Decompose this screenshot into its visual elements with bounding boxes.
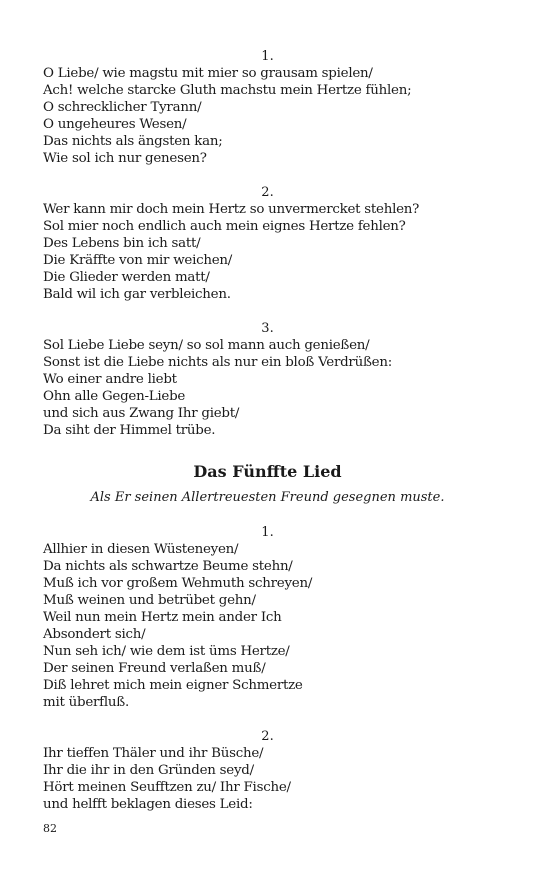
stanza [43, 184, 468, 303]
verse-line: Da siht der Himmel trübe. [43, 423, 216, 438]
verse-line: Das nichts als ängsten kan; [43, 134, 223, 149]
stanza-number: 1. [261, 49, 274, 64]
verse-line: Muß weinen und betrübet gehn/ [43, 593, 256, 608]
page-number: 82 [43, 822, 57, 835]
verse-line: und sich aus Zwang Ihr giebt/ [43, 406, 240, 421]
verse-line: und helfft beklagen dieses Leid: [43, 797, 253, 812]
verse-line: Ach! welche starcke Gluth machstu mein Hertze fühlen; [43, 83, 412, 98]
verse-line: Bald wil ich gar verbleichen. [43, 287, 231, 302]
verse-line: Der seinen Freund verlaßen muß/ [43, 661, 266, 676]
verse-line: Die Kräffte von mir weichen/ [43, 253, 233, 268]
poem-1 [43, 48, 468, 439]
verse-line: Weil nun mein Hertz mein ander Ich [43, 610, 282, 625]
verse-line: Ihr die ihr in den Gründen seyd/ [43, 763, 254, 778]
verse-line: Hört meinen Seufftzen zu/ Ihr Fische/ [43, 780, 291, 795]
verse-line: Die Glieder werden matt/ [43, 270, 210, 285]
verse-line: mit überfluß. [43, 695, 129, 710]
verse-line: Absondert sich/ [43, 627, 146, 642]
verse-line: Sol Liebe Liebe seyn/ so sol mann auch genießen/ [43, 338, 370, 353]
poem-title: Das Fünffte Lied [193, 462, 342, 481]
verse-line: Nun seh ich/ wie dem ist üms Hertze/ [43, 644, 290, 659]
verse-line: O schrecklicher Tyrann/ [43, 100, 202, 115]
verse-line: Des Lebens bin ich satt/ [43, 236, 201, 251]
verse-line: O ungeheures Wesen/ [43, 117, 187, 132]
stanza [43, 320, 468, 439]
verse-line: Allhier in diesen Wüsteneyen/ [43, 542, 239, 557]
poem-subtitle: Als Er seinen Allertreuesten Freund gesegnen muste. [90, 490, 445, 505]
verse-line: Wer kann mir doch mein Hertz so unvermercket stehlen? [43, 202, 420, 217]
stanza-number: 3. [261, 321, 274, 336]
stanza-number: 1. [261, 525, 274, 540]
verse-line: O Liebe/ wie magstu mit mier so grausam spielen/ [43, 66, 373, 81]
verse-line: Diß lehret mich mein eigner Schmertze [43, 678, 303, 693]
stanza [43, 48, 468, 167]
verse-line: Wo einer andre liebt [43, 372, 177, 387]
verse-line: Ihr tieffen Thäler und ihr Büsche/ [43, 746, 264, 761]
stanza [43, 728, 468, 813]
verse-line: Da nichts als schwartze Beume stehn/ [43, 559, 293, 574]
verse-line: Ohn alle Gegen-Liebe [43, 389, 186, 404]
page-content [43, 48, 468, 830]
stanza-number: 2. [261, 185, 274, 200]
verse-line: Wie sol ich nur genesen? [43, 151, 207, 166]
verse-line: Sol mier noch endlich auch mein eignes Hertze fehlen? [43, 219, 406, 234]
stanza-number: 2. [261, 729, 274, 744]
stanza [43, 524, 468, 711]
verse-line: Sonst ist die Liebe nichts als nur ein bloß Verdrüßen: [43, 355, 392, 370]
poem-2 [43, 462, 468, 813]
verse-line: Muß ich vor großem Wehmuth schreyen/ [43, 576, 313, 591]
